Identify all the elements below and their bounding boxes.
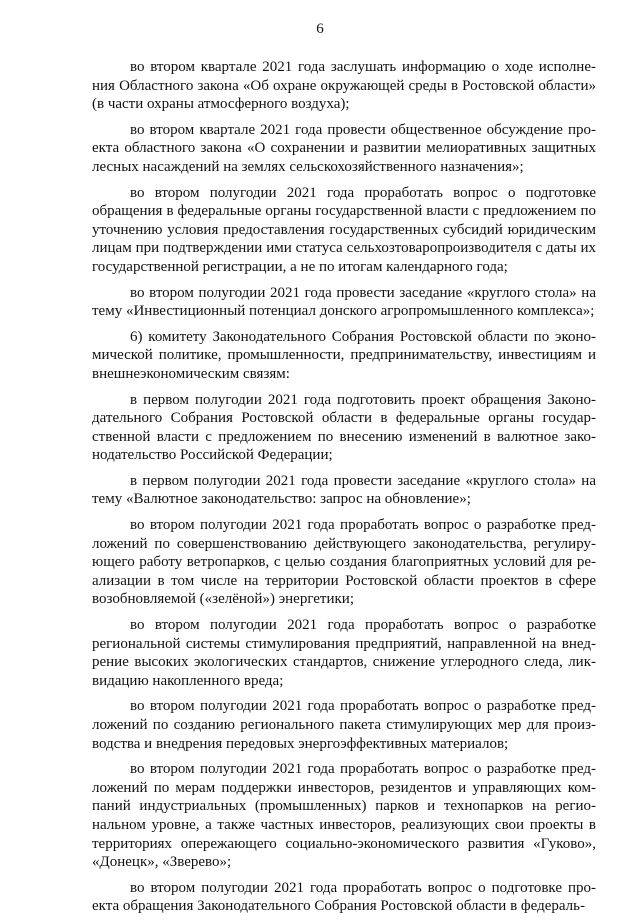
paragraph: во втором полугодии 2021 года провести заседание «круглого стола» на тему «Инвестиционный потенциал донского агропромышленного комплекса»; bbox=[92, 284, 596, 320]
paragraph: в первом полугодии 2021 года подготовить проект обращения Законодательного Собрания Ростовской области в федеральные органы государственной власти с предложением по внесению изменений в валютное законодательство Российской Федерации; bbox=[92, 391, 596, 464]
paragraph: во втором квартале 2021 года провести общественное обсуждение проекта областного закона «О сохранении и развитии мелиоративных защитных лесных насаждений на землях сельскохозяйственного назначения»; bbox=[92, 121, 596, 175]
paragraph: во втором полугодии 2021 года проработать вопрос о подготовке обращения в федеральные органы государственной власти с предложением по уточнению условия предоставления государственных субсидий юридическим лицам при подтверждении ими статуса сельхозтоваропроизводителя с даты их государственной регистрации, а не по итогам календарного года; bbox=[92, 184, 596, 275]
paragraph: во втором квартале 2021 года заслушать информацию о ходе исполнения Областного закона «Об охране окружающей среды в Ростовской области» (в части охраны атмосферного воздуха); bbox=[92, 59, 596, 113]
paragraph: во втором полугодии 2021 года проработать вопрос о подготовке проекта обращения Законодательного Собрания Ростовской области в федераль- bbox=[92, 879, 596, 915]
paragraph: во втором полугодии 2021 года проработать вопрос о разработке предложений по созданию регионального пакета стимулирующих мер для производства и внедрения передовых энергоэффективных материалов; bbox=[92, 698, 596, 752]
paragraph: во втором полугодии 2021 года проработать вопрос о разработке предложений по совершенствованию действующего законодательства, регулирующего работу ветропарков, с целью создания благоприятных условий для реализации в том числе на территории Ростовской области проектов в сфере возобновляемой («зелёной») энергетики; bbox=[92, 517, 596, 608]
page-number: 6 bbox=[316, 21, 324, 37]
paragraph: в первом полугодии 2021 года провести заседание «круглого стола» на тему «Валютное законодательство: запрос на обновление»; bbox=[92, 472, 596, 508]
paragraph: во втором полугодии 2021 года проработать вопрос о разработке предложений по мерам поддержки инвесторов, резидентов и управляющих компаний индустриальных (промышленных) парков и технопарков на региональном уровне, а также частных инвесторов, реализующих свои проекты в территориях опережающего социально-экономического развития «Гуково», «Донецк», «Зверево»; bbox=[92, 761, 596, 871]
paragraph: во втором полугодии 2021 года проработать вопрос о разработке региональной системы стимулирования предприятий, направленной на внедрение высоких экологических стандартов, снижение углеродного следа, ликвидацию накопленного вреда; bbox=[92, 617, 596, 689]
document-body bbox=[92, 58, 596, 923]
paragraph: 6) комитету Законодательного Собрания Ростовской области по экономической политике, промышленности, предпринимательству, инвестициям и внешнеэкономическим связям: bbox=[92, 328, 596, 382]
